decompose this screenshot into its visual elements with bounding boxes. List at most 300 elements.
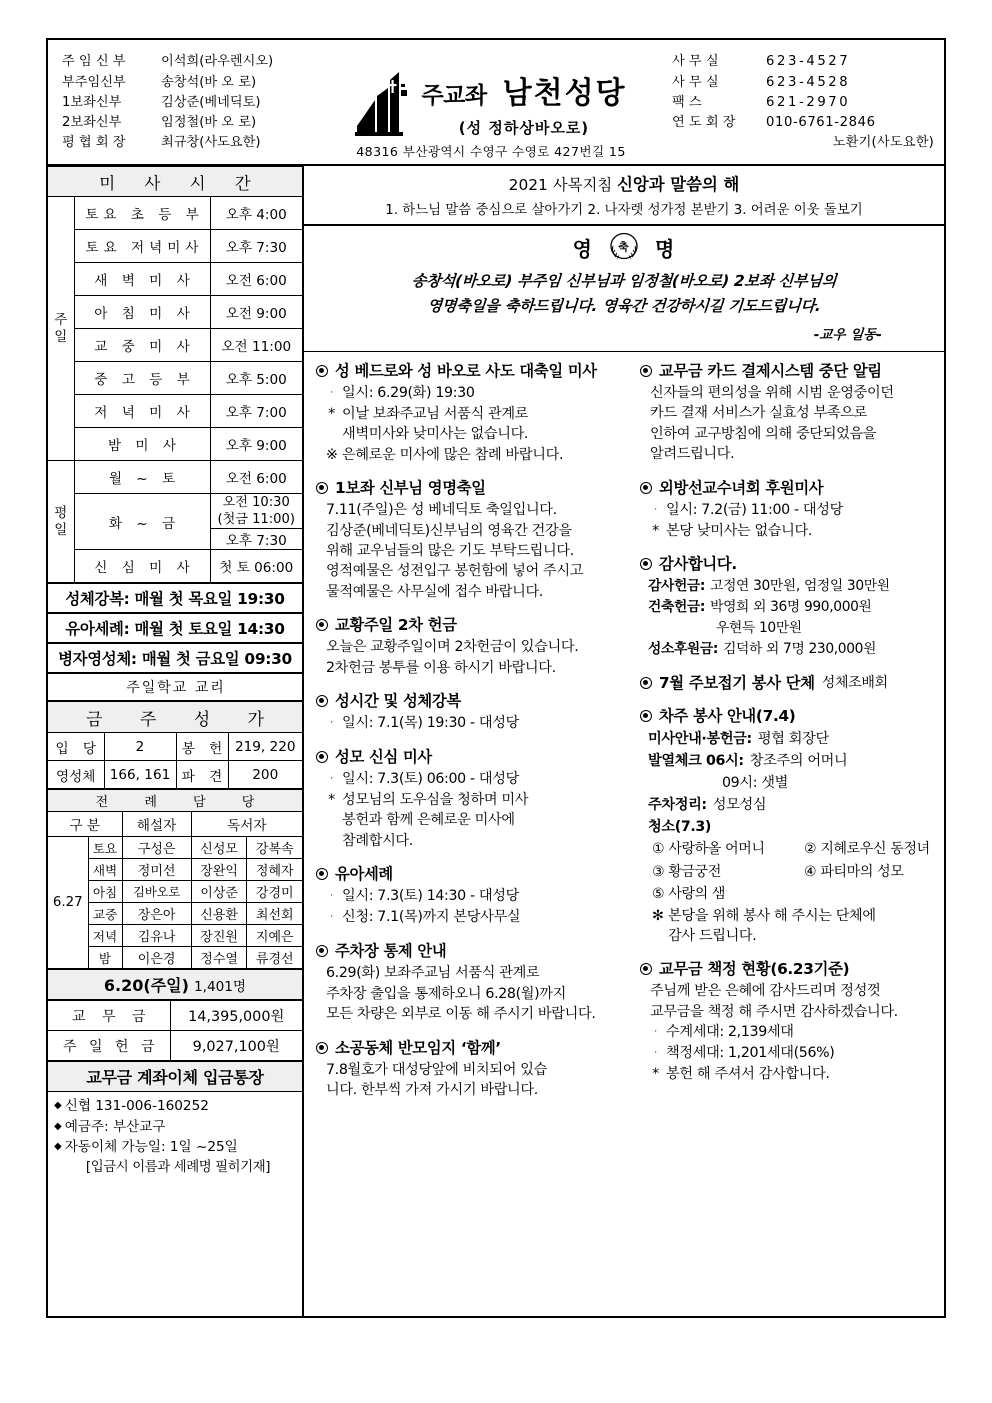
- cleaning-item: [804, 838, 930, 861]
- liturgy-commentator: 김유나: [122, 925, 191, 947]
- hymn-value: 200: [228, 761, 302, 789]
- account-line: [54, 1117, 302, 1138]
- dot-bullet-icon: ·: [654, 1027, 657, 1038]
- cleaning-row: [648, 861, 934, 884]
- list-item: · 신청: 7.1(목)까지 본당사무실: [326, 907, 614, 928]
- number-icon: ④: [804, 863, 817, 880]
- cleaning-row: [648, 883, 934, 906]
- clergy-name: 송창석(바 오 로): [161, 74, 257, 90]
- announcement-heading: [640, 478, 934, 498]
- mass-time: 오전 6:00: [210, 461, 302, 494]
- announcement-body: [640, 576, 934, 660]
- heading-text: 교황주일 2차 헌금: [335, 616, 457, 635]
- account-line-text: 자동이체 가능일: 1일 ~25일: [64, 1139, 238, 1156]
- congratulation-block: [304, 226, 944, 351]
- hymn-table: [48, 701, 302, 789]
- spacer-icon: [326, 831, 337, 851]
- clergy-name: 김상준(베네딕토): [161, 94, 261, 110]
- ring-bullet-icon: [640, 677, 652, 689]
- donation-type: 감사헌금:: [648, 578, 706, 595]
- duty-assignee: 09시: 샛별: [722, 775, 789, 792]
- body-line: 물적예물은 사무실에 접수 바랍니다.: [326, 583, 543, 600]
- clergy-row: [62, 113, 316, 133]
- page-title: [421, 68, 626, 112]
- mass-name: 토요 초 등 부: [74, 197, 210, 230]
- duty-row: [648, 794, 934, 816]
- church-patron: (성 정하상바오로): [458, 119, 590, 137]
- account-note: [입금시 이름과 세례명 필히기재]: [85, 1159, 271, 1175]
- table-row: [48, 263, 302, 296]
- ring-bullet-icon: [640, 963, 652, 975]
- mass-time-primary: 오전 10:30: [222, 495, 290, 510]
- body-line: 김상준(베네딕토)신부님의 영육간 건강을: [326, 522, 572, 539]
- service-note: 감사 드립니다.: [668, 927, 757, 944]
- table-row: [48, 1001, 302, 1031]
- announcement-holy-hour: [316, 691, 614, 734]
- announcement-next-week-service: [640, 706, 934, 946]
- hymn-label: 영성체: [48, 761, 104, 789]
- right-side: [304, 166, 944, 1316]
- mass-time: [210, 494, 302, 529]
- table-row: [48, 494, 302, 529]
- weekday-label: 평일: [48, 461, 74, 583]
- spacer-icon: [326, 810, 337, 830]
- mass-schedule-title: 미 사 시 간: [48, 167, 302, 197]
- table-row: [48, 197, 302, 230]
- church-name-prefix: 주교좌: [421, 83, 487, 109]
- body-line: 인하여 교구방침에 의해 중단되었음을: [650, 425, 877, 442]
- number-icon: ⑤: [652, 886, 665, 903]
- account-line: [54, 1137, 302, 1158]
- liturgy-reader2: 강경미: [247, 881, 302, 903]
- account-line-text: 예금주: 부산교구: [64, 1118, 166, 1135]
- dot-bullet-icon: ·: [654, 504, 657, 515]
- contact-person-row: [672, 133, 934, 153]
- account-box-title: 교무금 계좌이체 입금통장: [48, 1061, 302, 1092]
- liturgy-commentator: 정미선: [122, 859, 191, 881]
- announcement-infant-baptism: [316, 864, 614, 928]
- right-column: [624, 352, 944, 1316]
- theme-title: 신앙과 말씀의 해: [617, 175, 740, 194]
- cleaning-group: 황금궁전: [668, 863, 722, 880]
- hymn-table-title: 금 주 성 가: [48, 702, 302, 733]
- duty-row: [648, 728, 934, 750]
- announcement-body: [316, 713, 614, 734]
- list-item: · 일시: 7.3(토) 06:00 - 대성당: [326, 769, 614, 790]
- announcement-heading: [640, 361, 934, 381]
- hymn-label: 파 견: [176, 761, 228, 789]
- announcement-heading: [316, 615, 614, 635]
- mass-time: 오후 7:30: [210, 529, 302, 550]
- table-row: [48, 761, 302, 789]
- church-address: 48316 부산광역시 수영구 수영로 427번길 15: [356, 144, 626, 159]
- contact-row: [672, 113, 934, 133]
- clergy-row: [62, 52, 316, 72]
- announcement-card-payment-suspension: [640, 361, 934, 465]
- clergy-list: [48, 40, 316, 164]
- greeting-char-right: 명: [655, 236, 676, 261]
- donation-row: [648, 597, 934, 618]
- cleaning-group: 사랑의 샘: [668, 886, 726, 903]
- contact-value: 623-4527: [766, 54, 851, 70]
- list-item: · 일시: 7.1(목) 19:30 - 대성당: [326, 713, 614, 734]
- announcement-heading: [316, 941, 614, 961]
- body-line: 7.11(주일)은 성 베네딕토 축일입니다.: [326, 502, 557, 519]
- body-line: 7.8월호가 대성당앞에 비치되어 있습: [326, 1061, 547, 1078]
- heading-text: 주차장 통제 안내: [335, 942, 447, 961]
- ring-bullet-icon: [316, 482, 328, 494]
- middle-column: [304, 352, 624, 1316]
- donation-detail: 우현득 10만원: [716, 620, 802, 637]
- announcement-heading: [640, 673, 934, 693]
- announcement-body: [316, 963, 614, 1024]
- duty-type: 미사안내·봉헌금:: [648, 731, 752, 748]
- liturgy-reader2: 최선회: [247, 903, 302, 925]
- cleaning-item: [804, 861, 903, 884]
- list-item: * 봉헌 해 주셔서 감사합니다.: [650, 1064, 934, 1084]
- diamond-bullet-icon: ◆: [54, 1141, 62, 1153]
- congratulation-line-1: 송창석(바오로) 부주임 신부님과 임정철(바오로) 2보좌 신부님의: [411, 272, 837, 290]
- asterisk-bullet-icon: *: [328, 406, 335, 422]
- table-row: [48, 329, 302, 362]
- duty-type: 주차정리:: [648, 797, 707, 814]
- account-line-text: 신협 131-006-160252: [64, 1098, 209, 1114]
- table-row: [48, 230, 302, 263]
- duty-type: 발열체크 06시:: [648, 753, 744, 770]
- contact-value: 010-6761-2846: [766, 115, 876, 131]
- list-item: [648, 926, 934, 946]
- ring-bullet-icon: [316, 1042, 328, 1054]
- table-header-row: [48, 812, 302, 837]
- theme-prefix: 2021 사목지침: [508, 176, 613, 194]
- announcement-body: [316, 500, 614, 602]
- announcement-body: [316, 1060, 614, 1101]
- list-item: ※ 은혜로운 미사에 많은 참례 바랍니다.: [326, 445, 614, 465]
- mass-name: 아 침 미 사: [74, 296, 210, 329]
- offering-table: [48, 1000, 302, 1061]
- mass-name: 새 벽 미 사: [74, 263, 210, 296]
- announcement-columns: [304, 351, 944, 1316]
- table-row: [48, 395, 302, 428]
- dot-bullet-icon: ·: [330, 388, 333, 398]
- heading-text: 유아세례: [335, 865, 393, 884]
- offering-attendance: 1,401명: [194, 979, 247, 995]
- clergy-title: 부주임신부: [62, 74, 126, 90]
- mass-time: 오후 9:00: [210, 428, 302, 461]
- left-column: [48, 166, 304, 1316]
- cleaning-title-row: [648, 816, 934, 838]
- announcement-heading: [316, 864, 614, 884]
- offering-summary-header: [48, 969, 302, 1000]
- bulletin-body: [46, 166, 946, 1318]
- liturgy-reader1: 신용환: [191, 903, 247, 925]
- sacrament-band-sick-communion: 병자영성체: 매월 첫 금요일 09:30: [48, 643, 302, 673]
- clergy-title: 1보좌신부: [62, 94, 122, 110]
- congratulation-signature: -교우 일동-: [813, 327, 883, 343]
- number-icon: ②: [804, 841, 817, 858]
- dot-bullet-icon: ·: [654, 1048, 657, 1059]
- heading-text: 외방선교수녀회 후원미사: [659, 478, 824, 497]
- congratulation-title: [304, 232, 944, 262]
- offering-value: 9,027,100원: [170, 1031, 302, 1061]
- heading-text: 소공동체 반모임지 ‘함께’: [335, 1038, 501, 1057]
- dot-bullet-icon: ·: [330, 774, 333, 785]
- hymn-label: 봉 헌: [176, 733, 228, 761]
- donation-type: 건축헌금:: [648, 599, 706, 616]
- announcement-heading: [640, 959, 934, 979]
- contact-list: [666, 40, 944, 164]
- table-row: [48, 461, 302, 494]
- mass-name: 월 ~ 토: [74, 461, 210, 494]
- announcement-marian-devotion-mass: [316, 747, 614, 851]
- liturgy-commentator: 장은아: [122, 903, 191, 925]
- announcement-bulletin-folding-team: [640, 673, 934, 693]
- announcement-mission-sisters-mass: [640, 478, 934, 541]
- list-item: · 일시: 7.3(토) 14:30 - 대성당: [326, 886, 614, 907]
- contact-label: 팩 스: [672, 94, 702, 110]
- heading-text: 성 베드로와 성 바오로 사도 대축일 미사: [335, 362, 597, 380]
- body-line: 주차장 출입을 통제하오니 6.28(월)까지: [326, 985, 567, 1002]
- table-row: [48, 362, 302, 395]
- mass-time: 오후 7:30: [210, 230, 302, 263]
- table-row: [48, 733, 302, 761]
- diamond-bullet-icon: ◆: [54, 1100, 62, 1111]
- theme-line-1: [304, 171, 944, 195]
- svg-text:축: 축: [618, 240, 630, 254]
- offering-label: 교 무 금: [48, 1001, 170, 1031]
- church-logo-icon: [355, 70, 417, 136]
- liturgy-reader1: 장완익: [191, 859, 247, 881]
- liturgy-table-title: 전 례 담 당: [48, 790, 302, 812]
- duty-assignee: 성모성심: [712, 797, 767, 814]
- table-row: [48, 428, 302, 461]
- liturgy-time: 토요: [88, 837, 122, 859]
- col-header-reader: 독서자: [191, 812, 302, 837]
- heading-text: 교무금 카드 결제시스템 중단 알림: [659, 362, 882, 380]
- mass-time: 오전 9:00: [210, 296, 302, 329]
- dot-bullet-icon: ·: [330, 912, 333, 923]
- liturgy-reader1: 장진원: [191, 925, 247, 947]
- pastoral-theme-bar: [304, 166, 944, 226]
- announcement-body: [640, 500, 934, 541]
- clergy-title: 평 협 회 장: [62, 135, 126, 151]
- list-item: · 일시: 7.2(금) 11:00 - 대성당: [650, 500, 934, 521]
- list-item: 새벽미사와 낮미사는 없습니다.: [326, 424, 614, 444]
- announcement-parking-control: [316, 941, 614, 1024]
- heading-text: 교무금 책정 현황(6.23기준): [659, 960, 850, 979]
- hymn-value: 166, 161: [104, 761, 176, 789]
- congratulation-line-2: 영명축일을 축하드립니다. 영육간 건강하시길 기도드립니다.: [426, 297, 822, 315]
- contact-row: [672, 52, 934, 72]
- announcement-body: [640, 728, 934, 946]
- clergy-row: [62, 133, 316, 153]
- number-icon: ③: [652, 863, 665, 880]
- ring-bullet-icon: [640, 558, 652, 570]
- col-header-category: 구 분: [48, 812, 122, 837]
- account-box-body: [48, 1092, 302, 1178]
- list-item: 봉헌과 함께 은혜로운 미사에: [326, 810, 614, 830]
- donation-detail: 박영희 외 36명 990,000원: [710, 599, 872, 616]
- announcement-body: [640, 383, 934, 465]
- mass-name: 교 중 미 사: [74, 329, 210, 362]
- asterisk-bullet-icon: *: [328, 792, 335, 809]
- heading-suffix: 성체조배회: [821, 675, 888, 692]
- mass-time: 오후 7:00: [210, 395, 302, 428]
- heading-text: 차주 봉사 안내(7.4): [659, 707, 796, 726]
- body-line: 2차헌금 봉투를 이용 하시기 바랍니다.: [326, 659, 556, 676]
- wreath-icon: [607, 232, 641, 262]
- cleaning-item: [652, 838, 804, 861]
- body-line: 신자들의 편의성을 위해 시범 운영중이던: [650, 385, 894, 401]
- announcement-small-community-magazine: [316, 1038, 614, 1101]
- mass-time: 오후 5:00: [210, 362, 302, 395]
- announcement-heading: [316, 1038, 614, 1058]
- church-identity: [316, 40, 666, 164]
- heading-text: 성모 신심 미사: [335, 748, 432, 767]
- donation-row: [648, 576, 934, 597]
- ring-bullet-icon: [640, 365, 652, 377]
- mass-time: 오전 11:00: [210, 329, 302, 362]
- mass-time: 오전 6:00: [210, 263, 302, 296]
- announcement-heading: [316, 478, 614, 498]
- donation-detail: 고정연 30만원, 엄정일 30만원: [710, 578, 890, 595]
- announcement-heading: [640, 706, 934, 726]
- list-item: [648, 906, 934, 926]
- contact-label: 사 무 실: [672, 74, 719, 90]
- liturgy-reader2: 정혜자: [247, 859, 302, 881]
- asterisk-bullet-icon: *: [652, 1066, 659, 1083]
- donation-detail: 김덕하 외 7명 230,000원: [723, 641, 877, 658]
- cleaning-item: [652, 861, 804, 884]
- sunday-label: 주일: [48, 197, 74, 461]
- contact-label: 사 무 실: [672, 54, 719, 70]
- clergy-name: 최규창(사도요한): [161, 135, 261, 151]
- announcement-body: [316, 769, 614, 851]
- list-item: · 일시: 6.29(화) 19:30: [326, 383, 614, 404]
- announcement-heading: [316, 747, 614, 767]
- announcement-body: [316, 637, 614, 678]
- heading-text: 1보좌 신부님 영명축일: [335, 479, 486, 498]
- sunday-school-row: 주일학교 교리: [48, 673, 302, 701]
- spacer-icon: [326, 424, 337, 444]
- ring-bullet-icon: [640, 482, 652, 494]
- contact-row: [672, 73, 934, 93]
- offering-value: 14,395,000원: [170, 1001, 302, 1031]
- asterisk-bullet-icon: *: [652, 522, 659, 539]
- announcement-heading: [640, 554, 934, 574]
- list-item: * 성모님의 도우심을 청하며 미사: [326, 790, 614, 810]
- body-line: 주님께 받은 은혜에 감사드리며 정성껏: [650, 983, 881, 1000]
- liturgy-time: 저녁: [88, 925, 122, 947]
- liturgy-commentator: 김바오로: [122, 881, 191, 903]
- clergy-title: 주 임 신 부: [62, 54, 126, 70]
- greeting-char-left: 영: [572, 236, 593, 261]
- announcement-first-curate-feast: [316, 478, 614, 602]
- list-item: * 이날 보좌주교님 서품식 관계로: [326, 404, 614, 424]
- mass-name: 저 녁 미 사: [74, 395, 210, 428]
- table-row: [48, 1031, 302, 1061]
- body-line: 니다. 한부씩 가져 가시기 바랍니다.: [326, 1081, 538, 1098]
- contact-row: [672, 93, 934, 113]
- dot-bullet-icon: ·: [330, 891, 333, 902]
- announcement-peter-paul-mass: [316, 361, 614, 465]
- duty-assignee: 창조주의 어머니: [749, 753, 848, 770]
- ring-bullet-icon: [316, 868, 328, 880]
- heading-text: 성시간 및 성체강복: [335, 692, 461, 711]
- body-line: 영적예물은 성전입구 봉헌함에 넣어 주시고: [326, 563, 584, 580]
- liturgy-reader1: 이상준: [191, 881, 247, 903]
- mass-name: 토요 저녁미사: [74, 230, 210, 263]
- announcement-body: [640, 981, 934, 1084]
- list-item: 참례합시다.: [326, 831, 614, 851]
- liturgy-time: 새벽: [88, 859, 122, 881]
- cleaning-group: 지혜로우신 동정녀: [820, 841, 930, 858]
- list-item: · 책정세대: 1,201세대(56%): [650, 1043, 934, 1064]
- contact-value: 623-4528: [766, 74, 851, 90]
- ring-bullet-icon: [316, 695, 328, 707]
- body-line: 교무금을 책정 해 주시면 감사하겠습니다.: [650, 1003, 898, 1020]
- duty-row: [648, 750, 934, 772]
- liturgy-date: 6.27: [48, 837, 88, 969]
- clergy-row: [62, 73, 316, 93]
- liturgy-reader2: 지예은: [247, 925, 302, 947]
- flower-asterisk-icon: ✻: [652, 907, 664, 924]
- clergy-row: [62, 93, 316, 113]
- theme-line-2: 1. 하느님 말씀 중심으로 살아가기 2. 나자렛 성가정 본받기 3. 어려운 이웃 돌보기: [385, 203, 863, 218]
- liturgy-commentator: 구성은: [122, 837, 191, 859]
- liturgy-time: 교중: [88, 903, 122, 925]
- offering-label: 주 일 헌 금: [48, 1031, 170, 1061]
- announcement-heading: [316, 691, 614, 711]
- hymn-value: 219, 220: [228, 733, 302, 761]
- mass-name: 화 ~ 금: [74, 494, 210, 550]
- announcement-heading: [316, 361, 614, 381]
- mass-time: 오후 4:00: [210, 197, 302, 230]
- liturgy-time: 밤: [88, 947, 122, 969]
- body-line: 알려드립니다.: [650, 446, 735, 463]
- liturgy-reader2: 류경선: [247, 947, 302, 969]
- number-icon: ①: [652, 841, 665, 858]
- table-row: [48, 837, 302, 859]
- announcement-pope-sunday-collection: [316, 615, 614, 678]
- heading-text: 7월 주보접기 봉사 단체: [659, 674, 815, 693]
- service-note: 본당을 위해 봉사 해 주시는 단체에: [668, 907, 876, 924]
- mass-schedule-table: [48, 166, 302, 583]
- mass-time-secondary: (첫금 11:00): [217, 512, 295, 527]
- donation-type: 성소후원금:: [648, 641, 719, 658]
- liturgy-commentator: 이은경: [122, 947, 191, 969]
- mass-name: 밤 미 사: [74, 428, 210, 461]
- cleaning-item: [652, 883, 804, 906]
- account-line: [54, 1096, 302, 1117]
- cleaning-group: 파티마의 성모: [820, 863, 904, 880]
- announcement-offering-assessment: [640, 959, 934, 1084]
- mass-name: 신 심 미 사: [74, 550, 210, 583]
- clergy-name: 임정철(바 오 로): [161, 115, 257, 131]
- ring-bullet-icon: [316, 365, 328, 377]
- liturgy-reader2: 강복속: [247, 837, 302, 859]
- ring-bullet-icon: [640, 710, 652, 722]
- sacrament-band-benediction: 성체강복: 매월 첫 목요일 19:30: [48, 583, 302, 613]
- sacrament-band-infant-baptism: 유아세례: 매월 첫 토요일 14:30: [48, 613, 302, 643]
- announcement-body: [316, 886, 614, 928]
- body-line: 6.29(화) 보좌주교님 서품식 관계로: [326, 965, 540, 982]
- cleaning-group: 사랑하올 어머니: [668, 841, 765, 858]
- duty-assignee: 평협 회장단: [757, 731, 829, 748]
- reference-mark-icon: ※: [326, 446, 338, 463]
- dot-bullet-icon: ·: [330, 718, 333, 729]
- contact-label: 연 도 회 장: [672, 115, 736, 131]
